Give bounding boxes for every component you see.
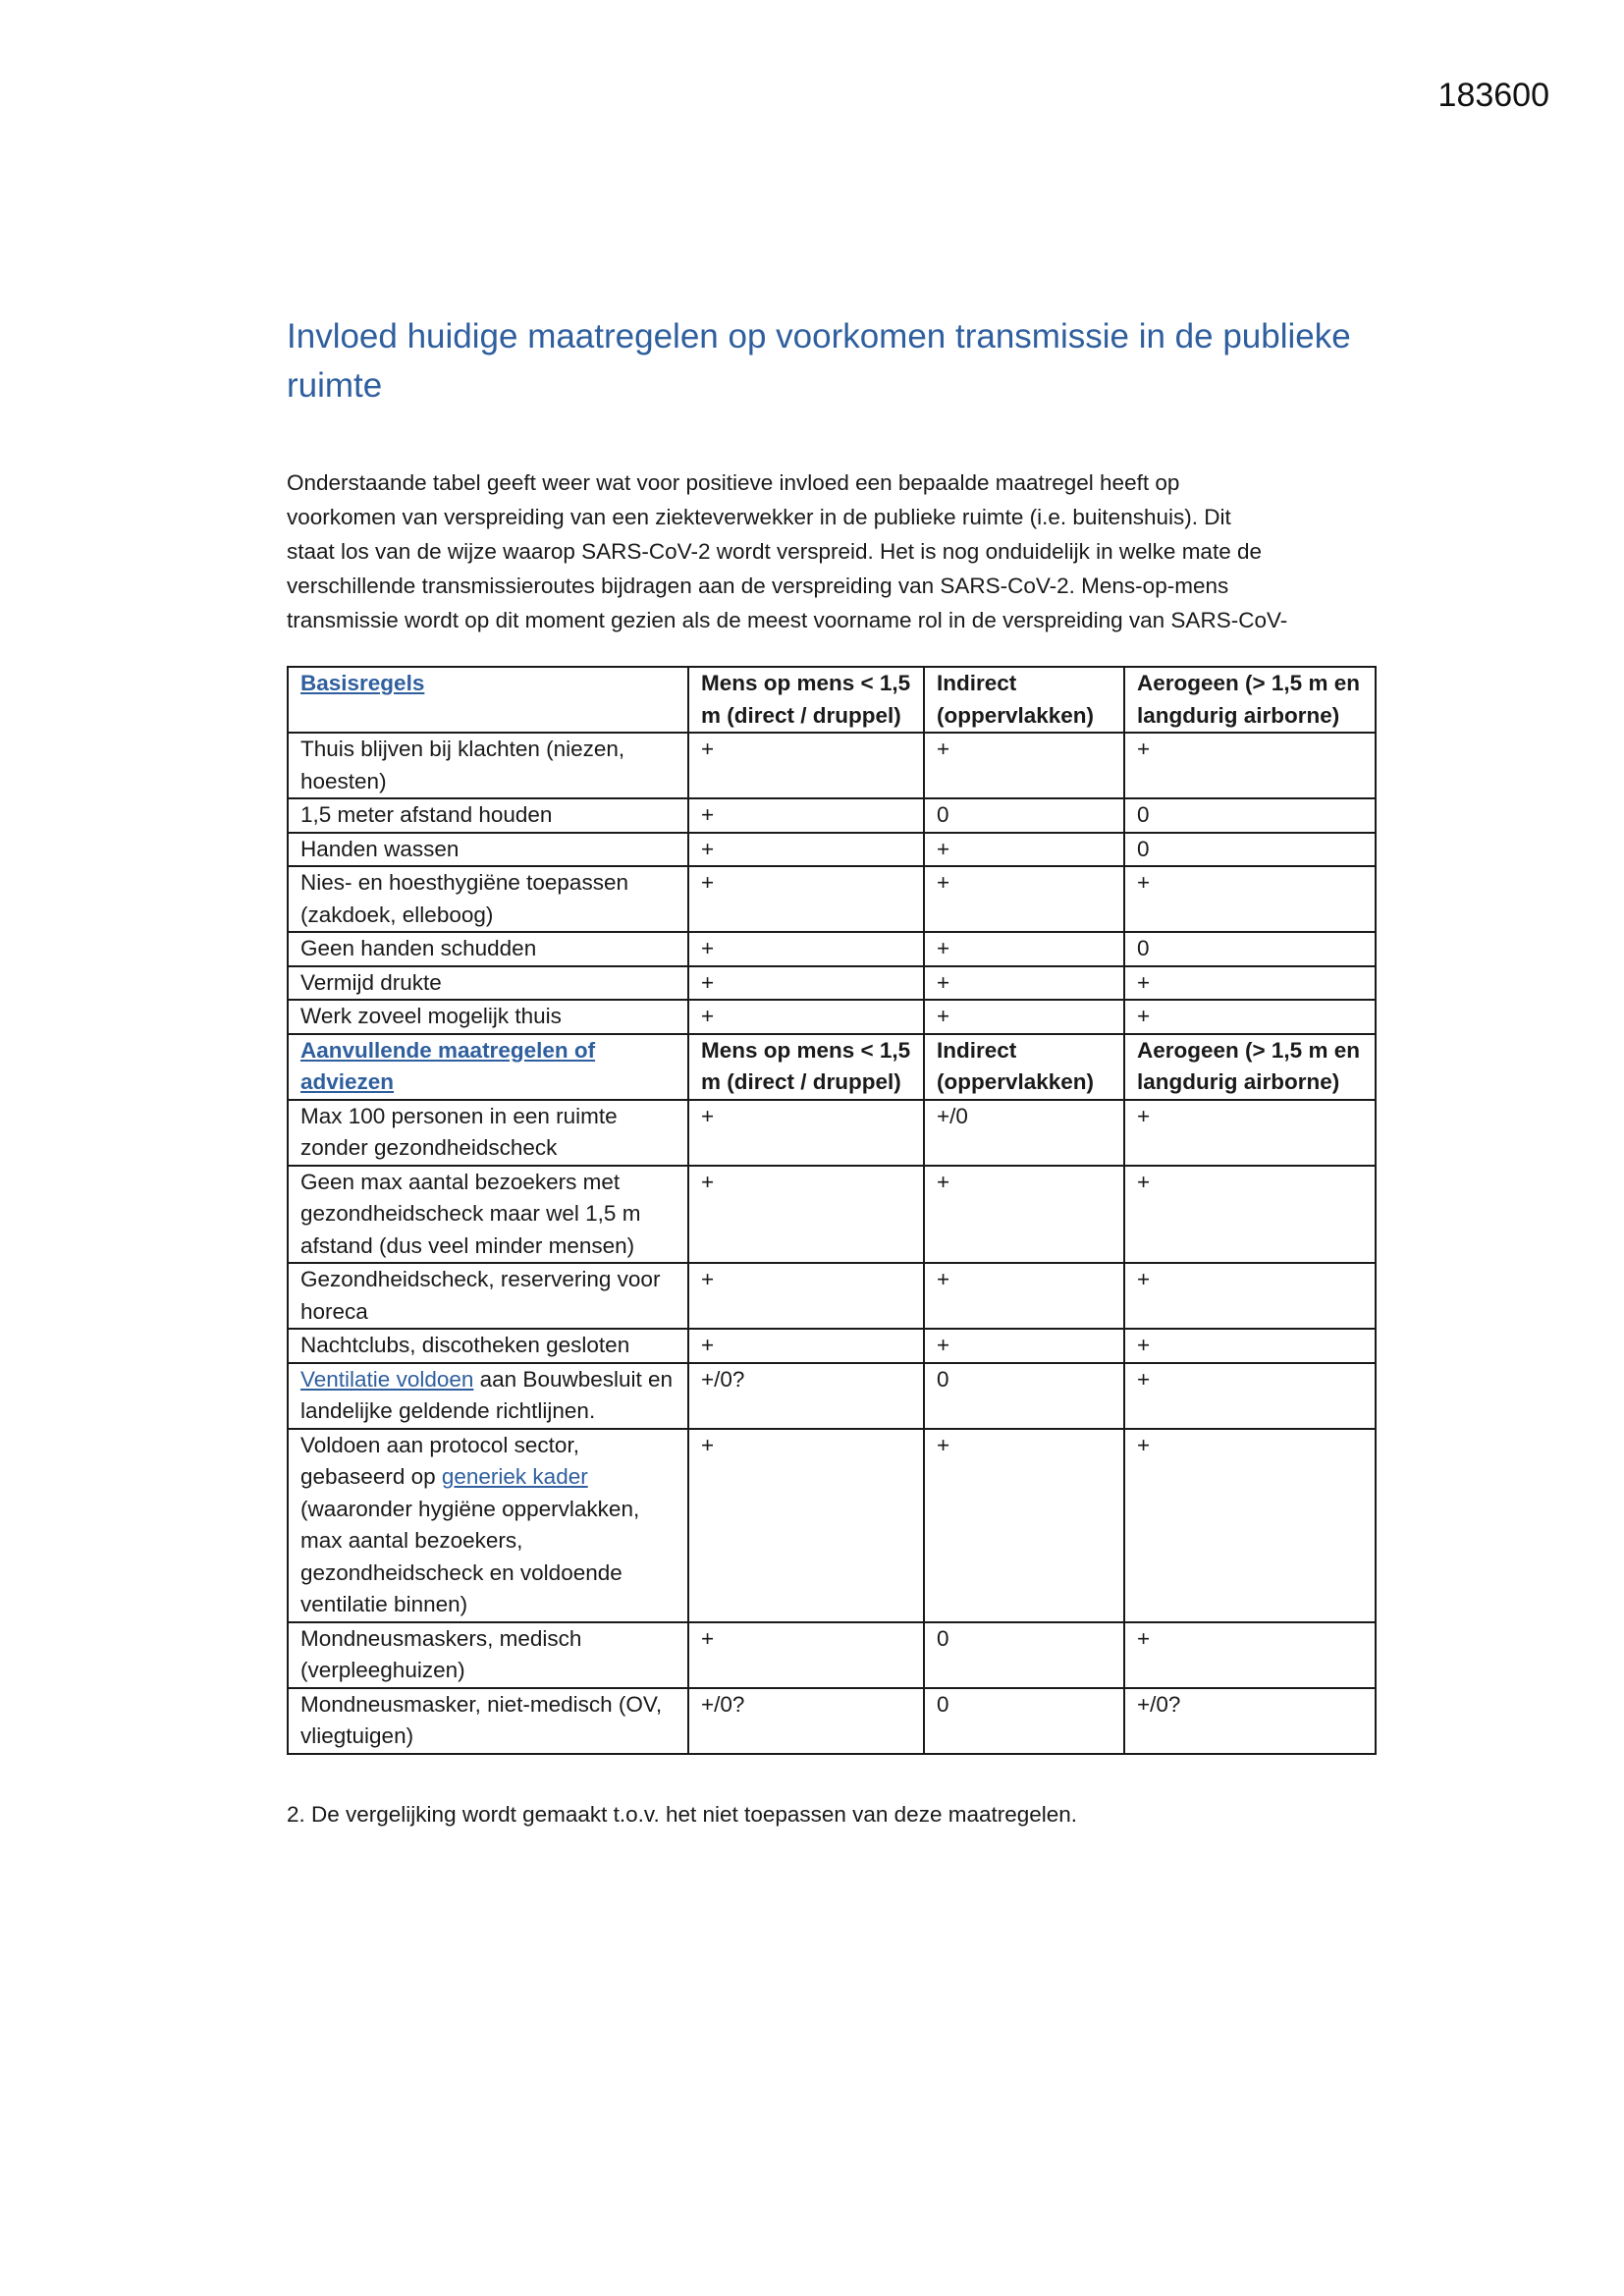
aerogeen-cell: + [1124, 966, 1376, 1001]
aerogeen-cell: 0 [1124, 798, 1376, 833]
intro-paragraph [287, 465, 1377, 637]
measure-cell: Nies- en hoesthygiëne toepassen (zakdoek, elleboog) [288, 866, 688, 932]
indirect-cell: + [924, 1166, 1124, 1264]
measure-cell: Geen max aantal bezoekers met gezondheidscheck maar wel 1,5 m afstand (dus veel minder mensen) [288, 1166, 688, 1264]
intro-line: staat los van de wijze waarop SARS-CoV-2 wordt verspreid. Het is nog onduidelijk in welke mate de [287, 539, 1262, 564]
measure-text: Voldoen aan protocol sector, gebaseerd op [300, 1432, 579, 1489]
table-row [288, 866, 1376, 932]
indirect-cell: 0 [924, 1363, 1124, 1429]
direct-cell: + [688, 733, 924, 798]
indirect-cell: + [924, 966, 1124, 1001]
page-number: 183600 [1437, 77, 1549, 114]
column-header-indirect: Indirect (oppervlakken) [924, 667, 1124, 733]
column-header-aerogeen: Aerogeen (> 1,5 m en langdurig airborne) [1124, 1034, 1376, 1100]
table-row [288, 1166, 1376, 1264]
indirect-cell: + [924, 1263, 1124, 1329]
indirect-cell: 0 [924, 1688, 1124, 1754]
measure-cell: Thuis blijven bij klachten (niezen, hoesten) [288, 733, 688, 798]
direct-cell: + [688, 932, 924, 966]
aanvullende-maatregelen-link[interactable]: Aanvullende maatregelen of adviezen [300, 1037, 596, 1094]
aerogeen-cell: 0 [1124, 833, 1376, 867]
table-row [288, 1688, 1376, 1754]
direct-cell: + [688, 833, 924, 867]
direct-cell: + [688, 966, 924, 1001]
column-header-indirect: Indirect (oppervlakken) [924, 1034, 1124, 1100]
table-row [288, 1622, 1376, 1688]
measure-cell: Nachtclubs, discotheken gesloten [288, 1329, 688, 1363]
table-row [288, 733, 1376, 798]
direct-cell: + [688, 1622, 924, 1688]
table-row [288, 1329, 1376, 1363]
indirect-cell: + [924, 1000, 1124, 1034]
indirect-cell: + [924, 1429, 1124, 1622]
measure-cell: Geen handen schudden [288, 932, 688, 966]
direct-cell: + [688, 1263, 924, 1329]
aerogeen-cell: + [1124, 1329, 1376, 1363]
generiek-kader-link[interactable]: generiek kader [441, 1464, 588, 1489]
indirect-cell: 0 [924, 798, 1124, 833]
table-row [288, 966, 1376, 1001]
aerogeen-cell: + [1124, 1622, 1376, 1688]
indirect-cell: + [924, 1329, 1124, 1363]
aerogeen-cell: + [1124, 1429, 1376, 1622]
aerogeen-cell: + [1124, 866, 1376, 932]
table-section-header-row [288, 1034, 1376, 1100]
indirect-cell: + [924, 833, 1124, 867]
direct-cell: +/0? [688, 1363, 924, 1429]
aerogeen-cell: + [1124, 1000, 1376, 1034]
aerogeen-cell: + [1124, 1100, 1376, 1166]
indirect-cell: + [924, 932, 1124, 966]
page-title: Invloed huidige maatregelen op voorkomen transmissie in de publieke ruimte [287, 317, 1351, 405]
table-row [288, 833, 1376, 867]
intro-line: transmissie wordt op dit moment gezien als de meest voorname rol in de verspreiding van SARS-CoV- [287, 608, 1288, 632]
measure-cell: Mondneusmasker, niet-medisch (OV, vliegtuigen) [288, 1688, 688, 1754]
indirect-cell: 0 [924, 1622, 1124, 1688]
measure-cell [288, 1363, 688, 1429]
direct-cell: + [688, 1100, 924, 1166]
direct-cell: + [688, 866, 924, 932]
indirect-cell: + [924, 733, 1124, 798]
table-row [288, 1263, 1376, 1329]
column-header-direct: Mens op mens < 1,5 m (direct / druppel) [688, 1034, 924, 1100]
aerogeen-cell: +/0? [1124, 1688, 1376, 1754]
aerogeen-cell: + [1124, 1263, 1376, 1329]
indirect-cell: + [924, 866, 1124, 932]
intro-line: Onderstaande tabel geeft weer wat voor positieve invloed een bepaalde maatregel heeft op [287, 470, 1180, 495]
indirect-cell: +/0 [924, 1100, 1124, 1166]
aerogeen-cell: 0 [1124, 932, 1376, 966]
direct-cell: + [688, 1329, 924, 1363]
aerogeen-cell: + [1124, 733, 1376, 798]
measure-cell: Mondneusmaskers, medisch (verpleeghuizen) [288, 1622, 688, 1688]
basisregels-link[interactable]: Basisregels [300, 671, 425, 695]
aerogeen-cell: + [1124, 1166, 1376, 1264]
aerogeen-cell: + [1124, 1363, 1376, 1429]
measure-cell: Vermijd drukte [288, 966, 688, 1001]
measure-text: (waaronder hygiëne oppervlakken, max aantal bezoekers, gezondheidscheck en voldoende ventilatie binnen) [300, 1496, 640, 1616]
direct-cell: + [688, 798, 924, 833]
measure-cell: Max 100 personen in een ruimte zonder gezondheidscheck [288, 1100, 688, 1166]
column-header-direct: Mens op mens < 1,5 m (direct / druppel) [688, 667, 924, 733]
direct-cell: + [688, 1429, 924, 1622]
column-header-aerogeen: Aerogeen (> 1,5 m en langdurig airborne) [1124, 667, 1376, 733]
table-row [288, 1000, 1376, 1034]
intro-line: voorkomen van verspreiding van een ziekteverwekker in de publieke ruimte (i.e. buitenshuis). Dit [287, 505, 1231, 529]
measure-cell: Werk zoveel mogelijk thuis [288, 1000, 688, 1034]
measure-text: aan Bouwbesluit en landelijke geldende richtlijnen. [300, 1366, 674, 1423]
table-row [288, 1429, 1376, 1622]
table-row [288, 798, 1376, 833]
table-header-row [288, 667, 1376, 733]
ventilatie-link[interactable]: Ventilatie voldoen [300, 1366, 474, 1392]
table-row [288, 1363, 1376, 1429]
measure-cell: Handen wassen [288, 833, 688, 867]
intro-line: verschillende transmissieroutes bijdragen aan de verspreiding van SARS-CoV-2. Mens-op-mens [287, 574, 1229, 598]
direct-cell: +/0? [688, 1688, 924, 1754]
measure-cell [288, 1429, 688, 1622]
measure-cell: Gezondheidscheck, reservering voor horeca [288, 1263, 688, 1329]
direct-cell: + [688, 1000, 924, 1034]
footnote: 2. De vergelijking wordt gemaakt t.o.v. het niet toepassen van deze maatregelen. [287, 1802, 1078, 1827]
direct-cell: + [688, 1166, 924, 1264]
table-row [288, 1100, 1376, 1166]
table-row [288, 932, 1376, 966]
measure-cell: 1,5 meter afstand houden [288, 798, 688, 833]
measures-table [287, 666, 1377, 1755]
